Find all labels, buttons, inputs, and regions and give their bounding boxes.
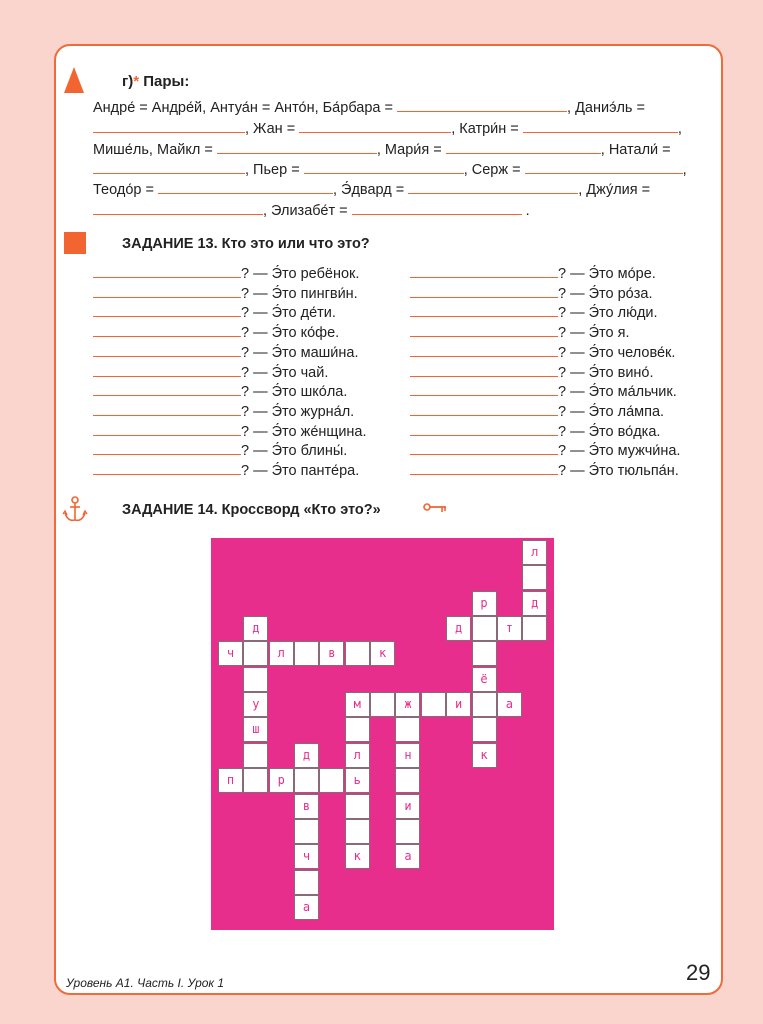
crossword-cell[interactable] [243, 641, 268, 666]
answer-blank[interactable] [410, 263, 558, 278]
crossword-cell[interactable]: л [345, 743, 370, 768]
pairs-text: Мише́ль, Майкл = [93, 142, 217, 158]
answer-blank[interactable] [93, 440, 241, 455]
question-row [410, 322, 630, 342]
crossword-cell[interactable] [345, 641, 370, 666]
crossword-cell[interactable]: ч [218, 641, 243, 666]
answer-text: ? — Э́то маши́на. [241, 344, 359, 361]
question-row [410, 440, 680, 460]
crossword-cell[interactable] [522, 616, 547, 641]
crossword-cell[interactable]: ь [345, 768, 370, 793]
answer-blank[interactable] [523, 118, 678, 133]
pairs-text: , Натали́ = [600, 142, 671, 158]
answer-blank[interactable] [304, 159, 464, 174]
pairs-line [93, 139, 671, 160]
pairs-line [93, 179, 650, 200]
answer-blank[interactable] [93, 283, 241, 298]
crossword-cell[interactable] [472, 717, 497, 742]
section-g-title: Пары: [143, 73, 190, 90]
answer-text: ? — Э́то шко́ла. [241, 384, 348, 401]
anchor-icon [62, 496, 88, 524]
question-row [93, 460, 359, 480]
crossword-cell[interactable] [294, 870, 319, 895]
crossword-cell[interactable] [522, 565, 547, 590]
answer-blank[interactable] [93, 460, 241, 475]
crossword-cell[interactable]: а [395, 844, 420, 869]
pairs-line [93, 118, 682, 139]
answer-text: ? — Э́то во́дка. [558, 423, 661, 440]
answer-text: ? — Э́то ла́мпа. [558, 403, 665, 420]
crossword-cell[interactable]: в [319, 641, 344, 666]
answer-text: ? — Э́то панте́ра. [241, 463, 360, 479]
question-row [410, 302, 658, 322]
question-row [93, 381, 347, 401]
answer-text: ? — Э́то мо́ре. [558, 266, 656, 282]
pairs-text: Теодо́р = [93, 182, 158, 198]
answer-blank[interactable] [410, 440, 558, 455]
crossword-cell[interactable] [395, 717, 420, 742]
crossword-cell[interactable] [294, 768, 319, 793]
question-row [410, 362, 654, 382]
crossword-cell[interactable] [294, 819, 319, 844]
crossword-cell[interactable]: л [269, 641, 294, 666]
pairs-text: , [677, 121, 682, 137]
crossword-cell[interactable]: д [522, 591, 547, 616]
answer-blank[interactable] [352, 200, 522, 215]
question-row [410, 283, 652, 303]
answer-blank[interactable] [410, 342, 558, 357]
crossword-cell[interactable]: к [345, 844, 370, 869]
answer-text: ? — Э́то ро́за. [558, 285, 653, 302]
pairs-text: , Даниэ́ль = [567, 100, 645, 116]
star-mark: * [133, 73, 140, 90]
crossword-cell[interactable] [345, 794, 370, 819]
pairs-text: , [682, 162, 687, 178]
crossword-cell[interactable] [472, 692, 497, 717]
pairs-text: , Э́двард = [332, 182, 409, 198]
crossword-cell[interactable]: к [370, 641, 395, 666]
crossword-cell[interactable]: м [345, 692, 370, 717]
crossword-cell[interactable]: а [497, 692, 522, 717]
key-icon [423, 502, 447, 514]
pairs-text: , Жан = [245, 121, 300, 137]
answer-text: ? — Э́то лю́ди. [558, 305, 658, 322]
crossword-grid [211, 538, 554, 930]
answer-text: ? — Э́то же́нщина. [241, 423, 367, 440]
crossword-cell[interactable]: д [446, 616, 471, 641]
answer-blank[interactable] [446, 139, 601, 154]
crossword-cell[interactable] [243, 768, 268, 793]
answer-blank[interactable] [158, 179, 333, 194]
question-row [410, 381, 677, 401]
question-row [93, 322, 339, 342]
crossword-cell[interactable]: д [294, 743, 319, 768]
answer-blank[interactable] [410, 381, 558, 396]
crossword-cell[interactable]: у [243, 692, 268, 717]
question-row [93, 302, 336, 322]
question-row [410, 342, 675, 362]
crossword-cell[interactable]: к [472, 743, 497, 768]
answer-blank[interactable] [410, 362, 558, 377]
answer-blank[interactable] [93, 302, 241, 317]
answer-blank[interactable] [93, 381, 241, 396]
answer-text: ? — Э́то пингви́н. [241, 285, 358, 302]
crossword-cell[interactable] [421, 692, 446, 717]
crossword-cell[interactable]: л [522, 540, 547, 565]
answer-blank[interactable] [93, 200, 263, 215]
answer-blank[interactable] [93, 263, 241, 278]
answer-text: ? — Э́то ребёнок. [241, 266, 360, 282]
answer-blank[interactable] [93, 342, 241, 357]
answer-text: ? — Э́то тюльпа́н. [558, 463, 679, 479]
crossword-cell[interactable] [319, 768, 344, 793]
triangle-marker-icon [64, 67, 84, 93]
answer-blank[interactable] [93, 421, 241, 436]
crossword-cell[interactable]: и [395, 794, 420, 819]
crossword-cell[interactable] [243, 667, 268, 692]
question-row [410, 421, 660, 441]
pairs-text: , Джу́лия = [578, 182, 651, 198]
answer-blank[interactable] [93, 118, 245, 133]
page-number: 29 [686, 960, 711, 985]
question-row [410, 460, 679, 480]
question-row [93, 283, 358, 303]
answer-text: ? — Э́то ма́льчик. [558, 384, 677, 401]
answer-text: ? — Э́то чай. [241, 364, 329, 381]
answer-text: ? — Э́то блины́. [241, 443, 348, 460]
crossword-cell[interactable]: и [446, 692, 471, 717]
question-row [410, 401, 664, 421]
task14-title: ЗАДАНИЕ 14. Кроссворд «Кто это?» [122, 502, 381, 518]
crossword-cell[interactable]: т [497, 616, 522, 641]
answer-text: ? — Э́то де́ти. [241, 305, 336, 322]
pairs-text: Андре́ = Андре́й, Антуа́н = Анто́н, Ба́рбара = [93, 100, 398, 116]
crossword-cell[interactable]: н [395, 743, 420, 768]
crossword-cell[interactable] [345, 717, 370, 742]
answer-blank[interactable] [299, 118, 451, 133]
answer-text: ? — Э́то мужчи́на. [558, 443, 681, 460]
answer-text: ? — Э́то я. [558, 325, 630, 342]
answer-blank[interactable] [410, 421, 558, 436]
answer-blank[interactable] [525, 159, 683, 174]
question-row [93, 440, 347, 460]
square-marker-icon [64, 232, 86, 254]
pairs-text: , Катри́н = [451, 121, 523, 137]
crossword-cell[interactable] [345, 819, 370, 844]
crossword-cell[interactable]: р [472, 591, 497, 616]
answer-blank[interactable] [93, 322, 241, 337]
crossword-cell[interactable]: п [218, 768, 243, 793]
question-row [93, 401, 354, 421]
pairs-text: , Элизабе́т = [263, 203, 352, 219]
crossword-cell[interactable] [294, 641, 319, 666]
crossword-cell[interactable]: д [243, 616, 268, 641]
question-row [410, 263, 656, 283]
pairs-line [93, 200, 530, 221]
section-g-heading [122, 73, 189, 90]
pairs-line [93, 97, 645, 118]
question-row [93, 263, 359, 283]
answer-blank[interactable] [217, 139, 377, 154]
crossword-cell[interactable] [370, 692, 395, 717]
task13-title: ЗАДАНИЕ 13. Кто это или что это? [122, 236, 370, 252]
crossword-cell[interactable]: р [269, 768, 294, 793]
crossword-cell[interactable] [395, 768, 420, 793]
pairs-line [93, 159, 687, 180]
answer-text: ? — Э́то вино́. [558, 364, 654, 381]
answer-blank[interactable] [410, 283, 558, 298]
answer-blank[interactable] [397, 97, 567, 112]
crossword-cell[interactable] [472, 616, 497, 641]
pairs-text: . [521, 203, 530, 219]
question-row [93, 421, 367, 441]
crossword-cell[interactable]: ш [243, 717, 268, 742]
crossword-cell[interactable]: ч [294, 844, 319, 869]
question-row [93, 342, 358, 362]
answer-text: ? — Э́то ко́фе. [241, 325, 340, 342]
answer-blank[interactable] [410, 302, 558, 317]
section-g-label: г) [122, 73, 134, 90]
answer-blank[interactable] [410, 322, 558, 337]
crossword-cell[interactable]: ё [472, 667, 497, 692]
crossword-cell[interactable]: а [294, 895, 319, 920]
crossword-cell[interactable] [472, 641, 497, 666]
crossword-cell[interactable]: ж [395, 692, 420, 717]
crossword-cell[interactable] [395, 819, 420, 844]
answer-blank[interactable] [410, 460, 558, 475]
footer-text: Уровень А1. Часть I. Урок 1 [66, 976, 225, 990]
answer-blank[interactable] [93, 401, 241, 416]
answer-blank[interactable] [93, 159, 245, 174]
answer-text: ? — Э́то журна́л. [241, 403, 355, 420]
crossword-cell[interactable] [243, 743, 268, 768]
answer-text: ? — Э́то челове́к. [558, 344, 676, 361]
crossword-cell[interactable]: в [294, 794, 319, 819]
pairs-text: , Серж = [463, 162, 525, 178]
pairs-text: , Пьер = [245, 162, 304, 178]
pairs-text: , Мари́я = [376, 142, 446, 158]
answer-blank[interactable] [93, 362, 241, 377]
answer-blank[interactable] [410, 401, 558, 416]
answer-blank[interactable] [408, 179, 578, 194]
question-row [93, 362, 328, 382]
